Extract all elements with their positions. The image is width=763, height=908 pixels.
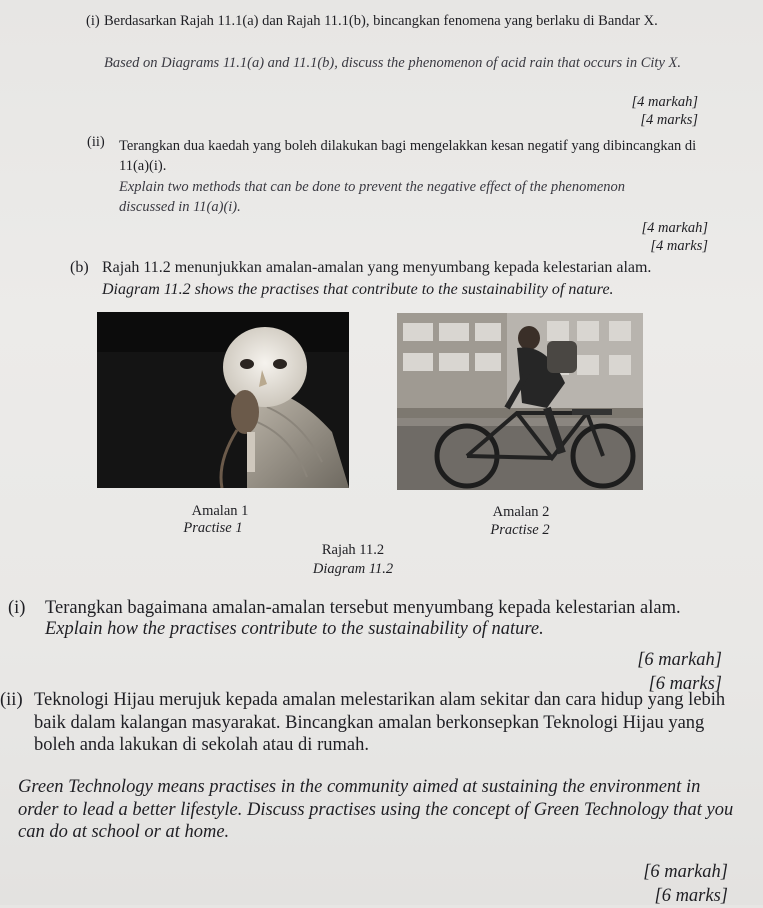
question-a-i-english: Based on Diagrams 11.1(a) and 11.1(b), discuss the phenomenon of acid rain that occurs in City X. xyxy=(104,55,681,71)
question-b-number: (b) xyxy=(70,259,89,276)
question-b-malay: Rajah 11.2 menunjukkan amalan-amalan yang menyumbang kepada kelestarian alam. xyxy=(102,259,652,276)
owl-photo xyxy=(97,312,349,488)
caption-1-english: Practise 1 xyxy=(183,520,243,536)
caption-1-malay: Amalan 1 xyxy=(191,503,249,519)
marks-a-ii-malay: [4 markah] xyxy=(641,220,708,236)
marks-b-ii-malay: [6 markah] xyxy=(643,862,728,882)
question-b-ii-malay: Teknologi Hijau merujuk kepada amalan melestarikan alam sekitar dan cara hidup yang lebih baik dalam kalangan masyarakat. Bincangkan amalan berkonsepkan Teknologi Hijau yang boleh anda lakukan di sekolah atau di rumah. xyxy=(34,690,726,755)
marks-b-i-malay: [6 markah] xyxy=(637,650,722,670)
marks-a-ii-english: [4 marks] xyxy=(650,238,708,254)
question-b-ii-number: (ii) xyxy=(0,690,23,710)
question-b-i-malay: Terangkan bagaimana amalan-amalan tersebut menyumbang kepada kelestarian alam. xyxy=(45,598,681,618)
figure-title-english: Diagram 11.2 xyxy=(312,561,394,577)
question-b-ii-english: Green Technology means practises in the community aimed at sustaining the environment in order to lead a better lifestyle. Discuss practises using the concept of Green Technology that you can do at school or at home. xyxy=(18,777,734,842)
question-a-ii-english: Explain two methods that can be done to prevent the negative effect of the phenomenon discussed in 11(a)(i). xyxy=(119,179,626,215)
marks-b-ii-english: [6 marks] xyxy=(654,886,728,906)
caption-2-english: Practise 2 xyxy=(490,522,550,538)
question-b-i-number: (i) xyxy=(8,598,26,618)
marks-a-i-english: [4 marks] xyxy=(640,112,698,128)
caption-2-malay: Amalan 2 xyxy=(492,504,550,520)
figure-title-malay: Rajah 11.2 xyxy=(321,542,385,558)
question-b-i-english: Explain how the practises contribute to the sustainability of nature. xyxy=(45,619,544,639)
cyclist-photo xyxy=(397,313,643,490)
marks-a-i-malay: [4 markah] xyxy=(631,94,698,110)
question-a-ii-number: (ii) xyxy=(87,134,105,150)
marks-b-i-english: [6 marks] xyxy=(648,674,722,694)
question-b-english: Diagram 11.2 shows the practises that contribute to the sustainability of nature. xyxy=(102,281,614,298)
question-a-ii-malay: Terangkan dua kaedah yang boleh dilakukan bagi mengelakkan kesan negatif yang dibincangkan di 11(a)(i). xyxy=(119,138,697,174)
question-a-i-malay: Berdasarkan Rajah 11.1(a) dan Rajah 11.1(b), bincangkan fenomena yang berlaku di Bandar X. xyxy=(104,13,658,29)
question-a-i-number: (i) xyxy=(86,13,100,29)
